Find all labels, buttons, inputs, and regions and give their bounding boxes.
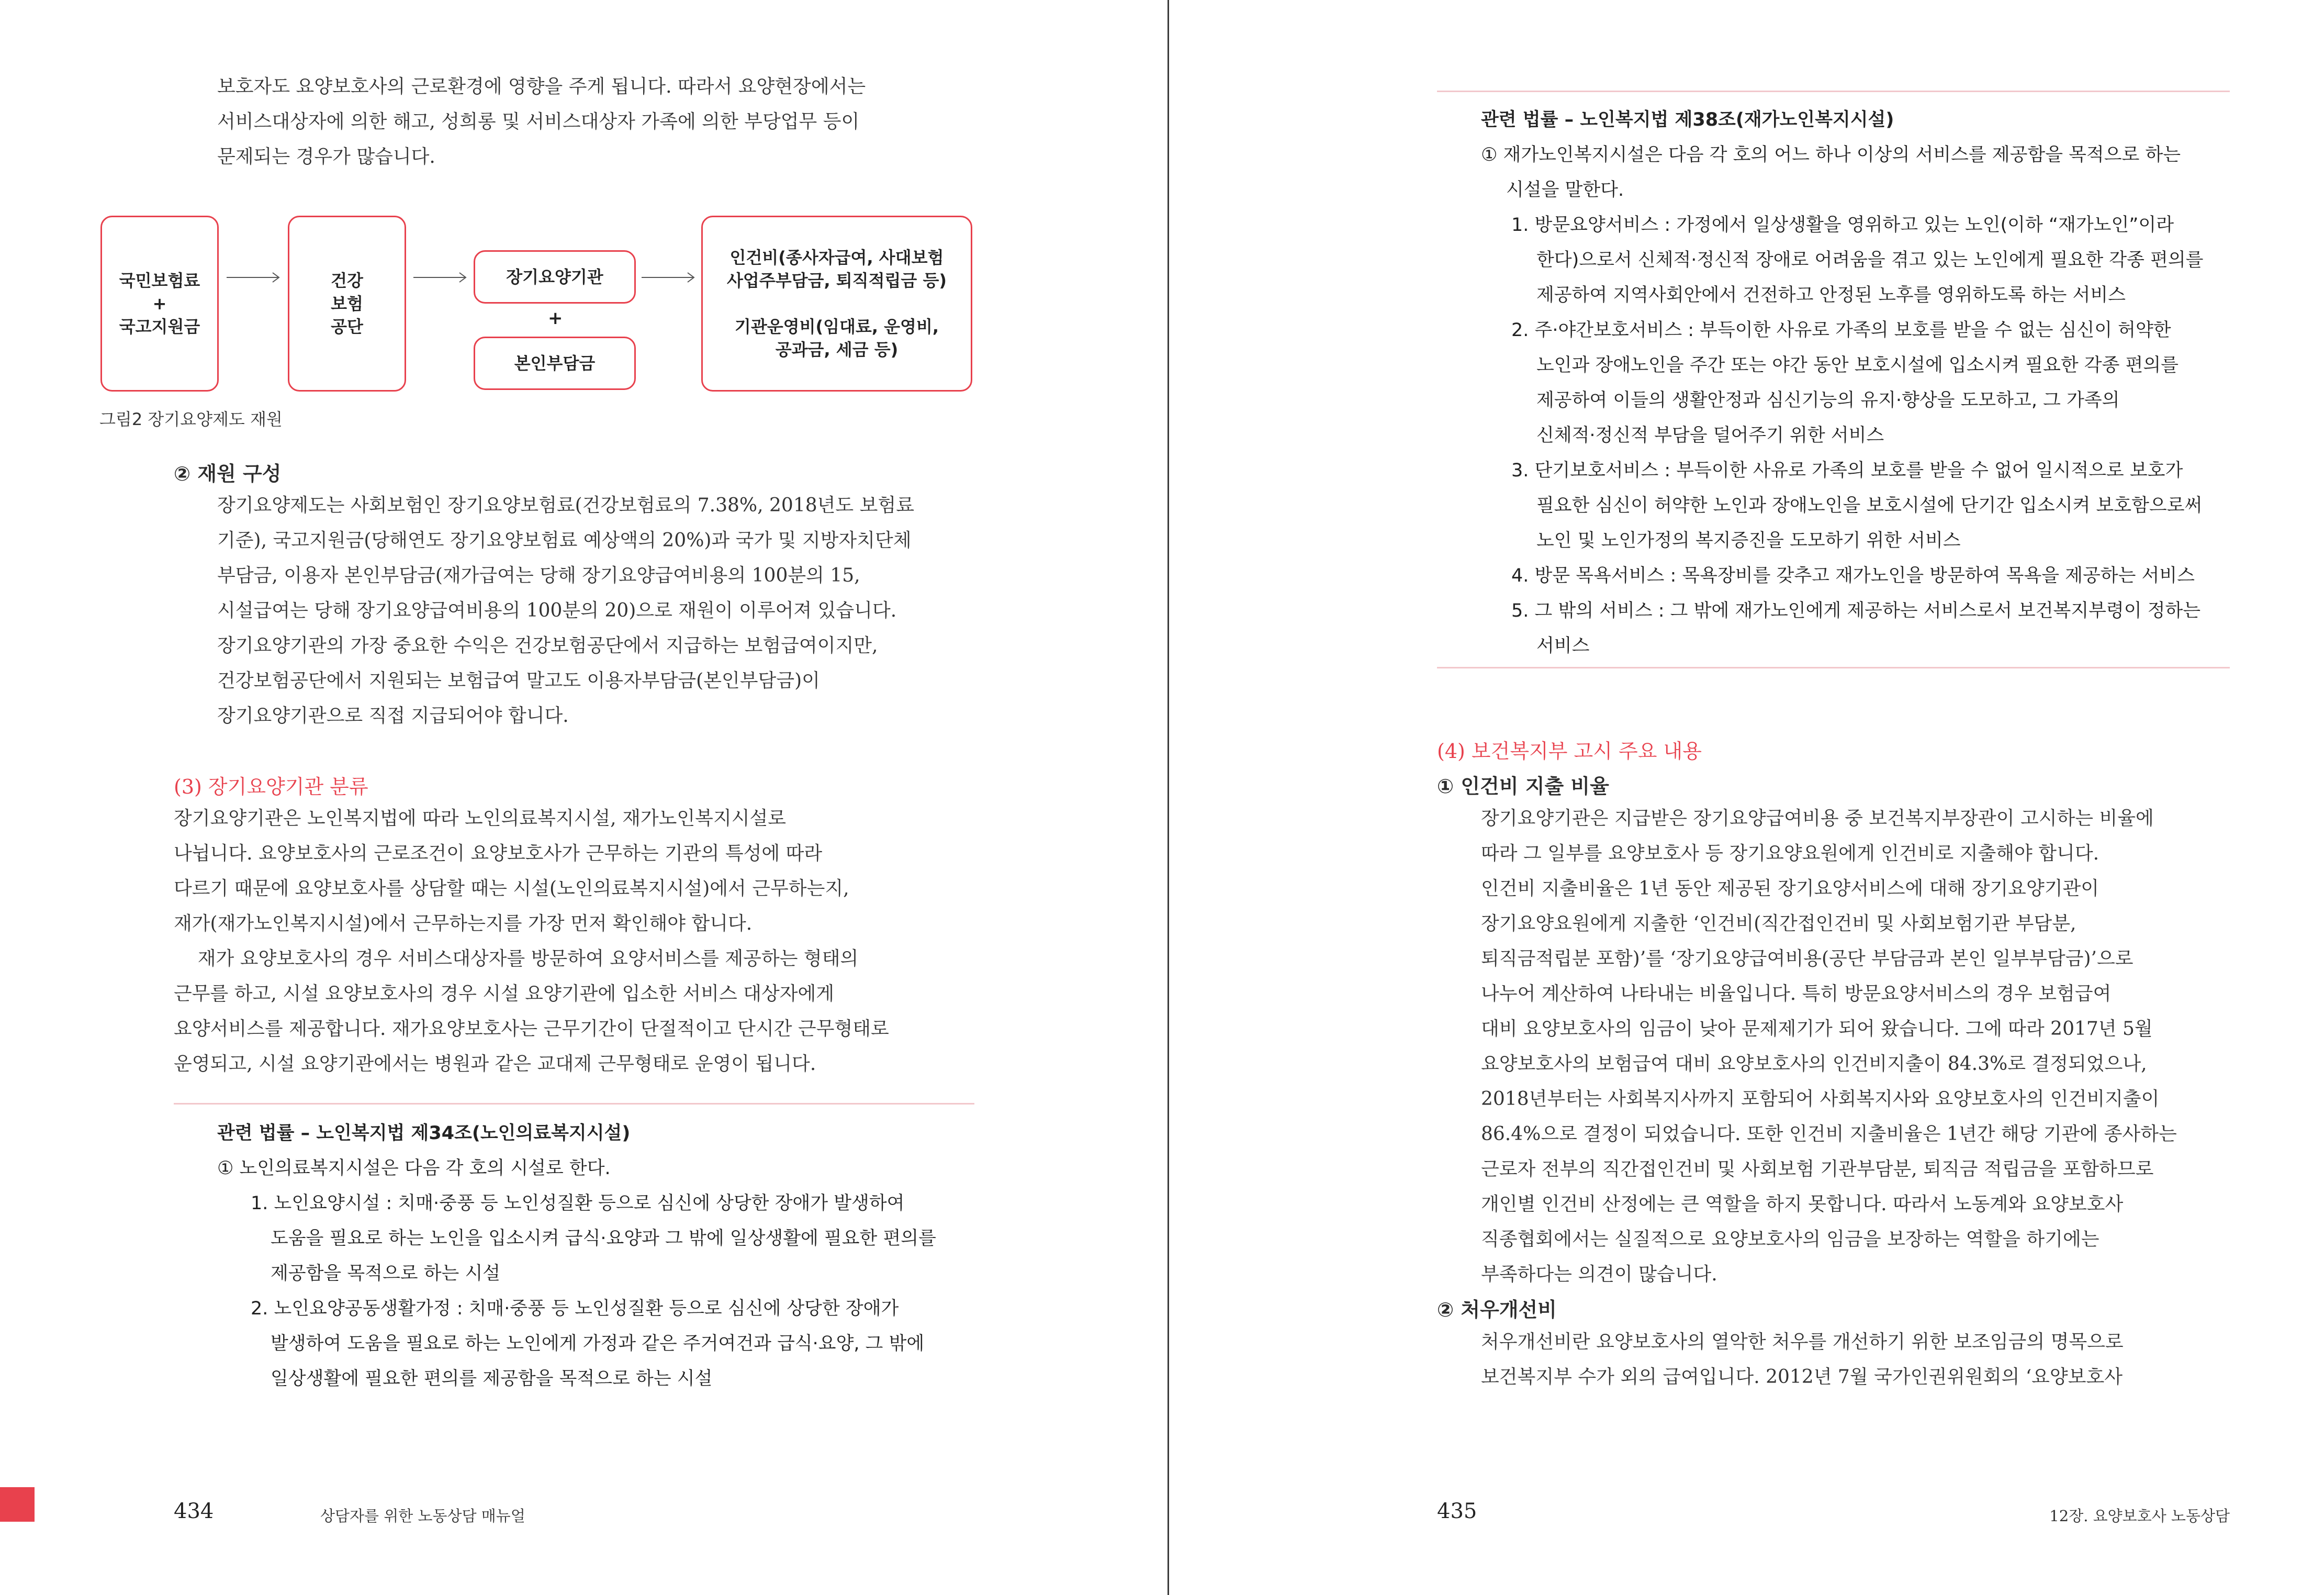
labor-cost-paragraph — [1481, 801, 2177, 1292]
intro-line: 보호자도 요양보호사의 근로환경에 영향을 주게 됩니다. 따라서 요양현장에서는 — [217, 76, 866, 97]
law38-title: 관련 법률 – 노인복지법 제38조(재가노인복지시설) — [1481, 109, 1894, 130]
diagram-box-insurance: 국민보험료 + 국고지원금 — [100, 216, 219, 392]
arrow-right-icon — [642, 270, 699, 285]
law38-sub-line: 2. 주·야간보호서비스 : 부득이한 사유로 가족의 보호를 받을 수 없는 심신이 허약한 — [1511, 320, 2171, 341]
labor-cost-heading: ① 인건비 지출 비율 — [1437, 775, 1609, 798]
law38-block — [1481, 103, 2203, 664]
law34-block — [217, 1116, 936, 1397]
funding-paragraph — [217, 488, 914, 733]
labor-cost-line: 장기요양기관은 지급받은 장기요양급여비용 중 보건복지부장관이 고시하는 비율에 — [1481, 808, 2154, 829]
diagram-box-institution: 장기요양기관 — [474, 250, 636, 304]
page-number: 435 — [1437, 1499, 1477, 1523]
labor-cost-line: 인건비 지출비율은 1년 동안 제공된 장기요양서비스에 대해 장기요양기관이 — [1481, 878, 2100, 899]
labor-cost-line: 86.4%으로 결정이 되었습니다. 또한 인건비 지출비율은 1년간 해당 기관에 종사하는 — [1481, 1123, 2177, 1145]
page-number: 434 — [174, 1499, 214, 1523]
funding-line: 시설급여는 당해 장기요양급여비용의 100분의 20)으로 재원이 이루어져 있습니다. — [217, 600, 897, 621]
classification-line: 운영되고, 시설 요양기관에서는 병원과 같은 교대제 근무형태로 운영이 됩니다. — [174, 1053, 816, 1075]
labor-cost-line: 부족하다는 의견이 많습니다. — [1481, 1264, 1717, 1285]
improvement-line: 보건복지부 수가 외의 급여입니다. 2012년 7월 국가인권위원회의 ‘요양보호사 — [1481, 1366, 2123, 1388]
law38-sub-line: 노인 및 노인가정의 복지증진을 도모하기 위한 서비스 — [1536, 530, 1961, 551]
funding-line: 건강보험공단에서 지원되는 보험급여 말고도 이용자부담금(본인부담금)이 — [217, 670, 820, 691]
arrow-right-icon — [413, 270, 471, 285]
law38-sub-line: 서비스 — [1536, 635, 1590, 656]
law34-sub-line: 도움을 필요로 하는 노인을 입소시켜 급식·요양과 그 밖에 일상생활에 필요한 편의를 — [271, 1228, 936, 1249]
classification-line: 재가(재가노인복지시설)에서 근무하는지를 가장 먼저 확인해야 합니다. — [174, 913, 753, 934]
intro-line: 서비스대상자에 의한 해고, 성희롱 및 서비스대상자 가족에 의한 부당업무 등이 — [217, 111, 860, 132]
law38-sub-line: 신체적·정신적 부담을 덜어주기 위한 서비스 — [1536, 425, 1884, 446]
diagram-plus: + — [548, 308, 563, 329]
notice-heading: (4) 보건복지부 고시 주요 내용 — [1437, 740, 1702, 763]
classification-line: 장기요양기관은 노인복지법에 따라 노인의료복지시설, 재가노인복지시설로 — [174, 808, 787, 829]
funding-line: 장기요양기관으로 직접 지급되어야 합니다. — [217, 705, 569, 727]
labor-cost-line: 직종협회에서는 실질적으로 요양보호사의 임금을 보장하는 역할을 하기에는 — [1481, 1229, 2100, 1250]
diagram-box-costs: 인건비(종사자급여, 사대보험 사업주부담금, 퇴직적립금 등) 기관운영비(임대료, 운영비, 공과금, 세금 등) — [701, 216, 972, 392]
labor-cost-line: 2018년부터는 사회복지사까지 포함되어 사회복지사와 요양보호사의 인건비지출이 — [1481, 1088, 2160, 1110]
law34-sub-line: 제공함을 목적으로 하는 시설 — [271, 1263, 501, 1284]
figure-caption: 그림2 장기요양제도 재원 — [99, 409, 283, 429]
labor-cost-line: 근로자 전부의 직간접인건비 및 사회보험 기관부담분, 퇴직금 적립금을 포함하므로 — [1481, 1158, 2154, 1180]
law34-sub-line: 1. 노인요양시설 : 치매·중풍 등 노인성질환 등으로 심신에 상당한 장애가 발생하여 — [251, 1193, 905, 1214]
diagram-box-nhis: 건강 보험 공단 — [288, 216, 406, 392]
law38-sub-line: 한다)으로서 신체적·정신적 장애로 어려움을 겪고 있는 노인에게 필요한 각종 편의를 — [1536, 250, 2204, 271]
classification-line: 나뉩니다. 요양보호사의 근로조건이 요양보호사가 근무하는 기관의 특성에 따라 — [174, 843, 823, 864]
law38-sub-line: 3. 단기보호서비스 : 부득이한 사유로 가족의 보호를 받을 수 없어 일시적으로 보호가 — [1511, 460, 2183, 481]
classification-line: 근무를 하고, 시설 요양보호사의 경우 시설 요양기관에 입소한 서비스 대상자에게 — [174, 983, 835, 1005]
labor-cost-line: 개인별 인건비 산정에는 큰 역할을 하지 못합니다. 따라서 노동계와 요양보호사 — [1481, 1194, 2124, 1215]
labor-cost-line: 장기요양요원에게 지출한 ‘인건비(직간접인건비 및 사회보험기관 부담분, — [1481, 913, 2076, 934]
chapter-title: 12장. 요양보호사 노동상담 — [2049, 1507, 2230, 1525]
improvement-heading: ② 처우개선비 — [1437, 1298, 1557, 1321]
funding-line: 장기요양기관의 가장 중요한 수익은 건강보험공단에서 지급하는 보험급여이지만, — [217, 635, 878, 656]
law38-sub-line: 제공하여 지역사회안에서 건전하고 안정된 노후를 영위하도록 하는 서비스 — [1536, 285, 2126, 306]
improvement-line: 처우개선비란 요양보호사의 열악한 처우를 개선하기 위한 보조임금의 명목으로 — [1481, 1331, 2124, 1353]
law-divider — [1437, 667, 2230, 668]
labor-cost-line: 나누어 계산하여 나타내는 비율입니다. 특히 방문요양서비스의 경우 보험급여 — [1481, 983, 2112, 1005]
law34-sub-line: 발생하여 도움을 필요로 하는 노인에게 가정과 같은 주거여건과 급식·요양, 그 밖에 — [271, 1333, 925, 1354]
funding-line: 기준), 국고지원금(당해연도 장기요양보험료 예상액의 20%)과 국가 및 지방자치단체 — [217, 530, 912, 551]
law38-sub-line: 제공하여 이들의 생활안정과 심신기능의 유지·향상을 도모하고, 그 가족의 — [1536, 390, 2120, 411]
law-divider — [174, 1103, 974, 1105]
law34-sub-line: 일상생활에 필요한 편의를 제공함을 목적으로 하는 시설 — [271, 1368, 713, 1389]
law-divider — [1437, 91, 2230, 92]
labor-cost-line: 따라 그 일부를 요양보호사 등 장기요양요원에게 인건비로 지출해야 합니다. — [1481, 843, 2100, 864]
funding-heading: ② 재원 구성 — [174, 462, 282, 485]
labor-cost-line: 요양보호사의 보험급여 대비 요양보호사의 인건비지출이 84.3%로 결정되었으나, — [1481, 1053, 2147, 1075]
book-title: 상담자를 위한 노동상담 매뉴얼 — [320, 1507, 525, 1525]
arrow-right-icon — [227, 270, 284, 285]
right-page — [1169, 0, 2324, 1595]
intro-paragraph — [217, 69, 866, 174]
classification-line: 재가 요양보호사의 경우 서비스대상자를 방문하여 요양서비스를 제공하는 형태의 — [174, 948, 859, 969]
funding-line: 장기요양제도는 사회보험인 장기요양보험료(건강보험료의 7.38%, 2018년도 보험료 — [217, 495, 914, 516]
page-corner-mark — [0, 1487, 35, 1522]
labor-cost-line: 퇴직금적립분 포함)’를 ‘장기요양급여비용(공단 부담금과 본인 일부부담금)’으로 — [1481, 948, 2134, 969]
law38-item: ① 재가노인복지시설은 다음 각 호의 어느 하나 이상의 서비스를 제공함을 목적으로 하는 — [1481, 144, 2181, 165]
law34-item: ① 노인의료복지시설은 다음 각 호의 시설로 한다. — [217, 1158, 611, 1179]
classification-paragraph — [174, 801, 889, 1081]
improvement-paragraph — [1481, 1324, 2124, 1395]
classification-line: 다르기 때문에 요양보호사를 상담할 때는 시설(노인의료복지시설)에서 근무하는지, — [174, 878, 849, 899]
funding-line: 부담금, 이용자 본인부담금(재가급여는 당해 장기요양급여비용의 100분의 15, — [217, 565, 860, 586]
law34-title: 관련 법률 – 노인복지법 제34조(노인의료복지시설) — [217, 1123, 631, 1144]
classification-heading: (3) 장기요양기관 분류 — [174, 775, 368, 798]
labor-cost-line: 대비 요양보호사의 임금이 낮아 문제제기가 되어 왔습니다. 그에 따라 2017년 5월 — [1481, 1018, 2153, 1040]
law38-item: 시설을 말한다. — [1506, 180, 1624, 200]
diagram-box-copay: 본인부담금 — [474, 337, 636, 390]
law38-sub-line: 1. 방문요양서비스 : 가정에서 일상생활을 영위하고 있는 노인(이하 “재가노인”이라 — [1511, 215, 2174, 236]
law34-sub-line: 2. 노인요양공동생활가정 : 치매·중풍 등 노인성질환 등으로 심신에 상당한 장애가 — [251, 1298, 899, 1319]
law38-sub-line: 4. 방문 목욕서비스 : 목욕장비를 갖추고 재가노인을 방문하여 목욕을 제공하는 서비스 — [1511, 565, 2195, 586]
intro-line: 문제되는 경우가 많습니다. — [217, 146, 435, 168]
classification-line: 요양서비스를 제공합니다. 재가요양보호사는 근무기간이 단절적이고 단시간 근무형태로 — [174, 1018, 889, 1040]
law38-sub-line: 5. 그 밖의 서비스 : 그 밖에 재가노인에게 제공하는 서비스로서 보건복지부령이 정하는 — [1511, 600, 2201, 621]
law38-sub-line: 노인과 장애노인을 주간 또는 야간 동안 보호시설에 입소시켜 필요한 각종 편의를 — [1536, 355, 2179, 376]
law38-sub-line: 필요한 심신이 허약한 노인과 장애노인을 보호시설에 단기간 입소시켜 보호함으로써 — [1536, 495, 2203, 516]
